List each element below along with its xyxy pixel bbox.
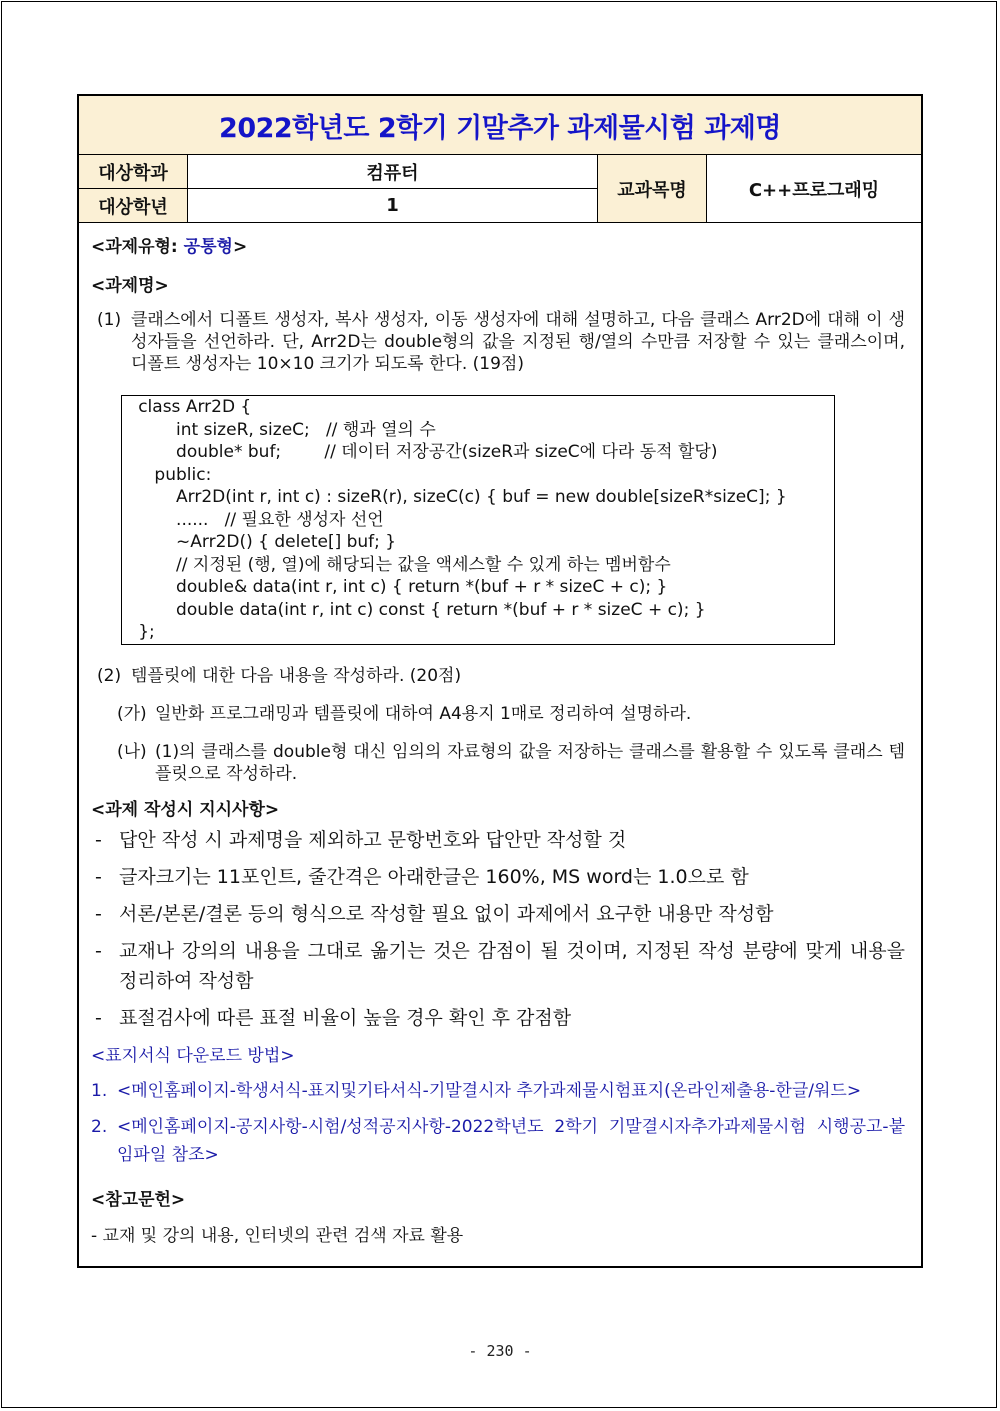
download-text: <메인홈페이지-학생서식-표지및기타서식-기말결시자 추가과제물시험표지(온라인제출용-한글/워드> <box>117 1080 862 1101</box>
question-1-text: 클래스에서 디폴트 생성자, 복사 생성자, 이동 생성자에 대해 설명하고, 다음 클래스 Arr2D에 대해 이 생성자들을 선언하라. 단, Arr2D는 double형의 값을 지정된 행/열의 수만큼 저장할 수 있는 클래스이며, 디폴트 생성자는 10×10 크기가 되도록 한다. (19점) <box>131 310 905 374</box>
info-table <box>79 155 921 223</box>
type-value: 공통형 <box>183 237 233 257</box>
instruction-text: 교재나 강의의 내용을 그대로 옮기는 것은 감점이 될 것이며, 지정된 작성 분량에 맞게 내용을 정리하여 작성함 <box>119 939 905 992</box>
list-item <box>95 936 905 996</box>
code-line: double& data(int r, int c) { return *(buf + r * sizeC + c); } <box>122 577 668 597</box>
question-2-sub-a <box>91 703 905 725</box>
download-text: <메인홈페이지-공지사항-시험/성적공지사항-2022학년도 2학기 기말결시자추가과제물시험 시행공고-붙임파일 참조> <box>117 1116 905 1165</box>
document-title: 2022학년도 2학기 기말추가 과제물시험 과제명 <box>219 112 781 144</box>
code-line: Arr2D(int r, int c) : sizeR(r), sizeC(c) { buf = new double[sizeR*sizeC]; } <box>122 487 787 507</box>
sub-b-number: (나) <box>117 741 147 762</box>
dept-label: 대상학과 <box>79 155 188 189</box>
assignment-document <box>77 94 923 1268</box>
download-heading: <표지서식 다운로드 방법> <box>91 1045 295 1066</box>
dept-value: 컴퓨터 <box>188 155 598 189</box>
page-number: - 230 - <box>468 1342 532 1360</box>
name-heading: <과제명> <box>91 276 169 296</box>
refs-heading: <참고문헌> <box>91 1189 186 1210</box>
instruction-text: 글자크기는 11포인트, 줄간격은 아래한글은 160%, MS word는 1.0으로 함 <box>119 865 749 888</box>
bullet-dash: - <box>95 865 102 888</box>
instructions-list <box>91 825 905 1033</box>
code-line: // 지정된 (행, 열)에 해당되는 값을 액세스할 수 있게 하는 멤버함수 <box>122 554 671 575</box>
question-2-sub-b <box>91 741 905 785</box>
instruction-text: 답안 작성 시 과제명을 제외하고 문항번호와 답안만 작성할 것 <box>119 828 627 851</box>
sub-a-text: 일반화 프로그래밍과 템플릿에 대하여 A4용지 1매로 정리하여 설명하라. <box>155 703 692 724</box>
sub-b-text: (1)의 클래스를 double형 대신 임의의 자료형의 값을 저장하는 클래스를 활용할 수 있도록 클래스 템플릿으로 작성하라. <box>155 741 905 784</box>
instruction-text: 서론/본론/결론 등의 형식으로 작성할 필요 없이 과제에서 요구한 내용만 작성함 <box>119 902 774 925</box>
instructions-heading: <과제 작성시 지시사항> <box>91 799 280 820</box>
type-close: > <box>232 237 248 257</box>
code-line: int sizeR, sizeC; // 행과 열의 수 <box>122 419 436 440</box>
download-item-2[interactable] <box>91 1113 905 1169</box>
bullet-dash: - <box>95 939 102 962</box>
question-2 <box>91 665 905 687</box>
code-block <box>121 395 835 645</box>
code-line: double data(int r, int c) const { return *(buf + r * sizeC + c); } <box>122 599 706 620</box>
subject-value: C++프로그래밍 <box>748 179 880 201</box>
code-line: }; <box>122 622 155 642</box>
year-value: 1 <box>188 189 598 222</box>
code-line: class Arr2D { <box>122 397 252 417</box>
title-bar <box>79 96 921 155</box>
code-line: double* buf; // 데이터 저장공간(sizeR과 sizeC에 다라 동적 할당) <box>122 442 718 462</box>
code-line: ...... // 필요한 생성자 선언 <box>122 509 384 530</box>
download-list <box>91 1077 905 1169</box>
list-item <box>95 825 905 855</box>
list-item <box>95 862 905 892</box>
code-line: ~Arr2D() { delete[] buf; } <box>122 532 397 552</box>
assignment-type <box>91 236 905 258</box>
instruction-text: 표절검사에 따른 표절 비율이 높을 경우 확인 후 감점함 <box>119 1006 572 1029</box>
question-1-number: (1) <box>97 310 122 330</box>
bullet-dash: - <box>95 902 102 925</box>
bullet-dash: - <box>95 1006 102 1029</box>
content-body <box>79 236 921 1247</box>
subject-label: 교과목명 <box>598 155 707 222</box>
list-item <box>95 1003 905 1033</box>
bullet-dash: - <box>95 828 102 851</box>
question-2-number: (2) <box>97 665 122 686</box>
question-1 <box>91 309 905 375</box>
download-number: 1. <box>91 1080 108 1101</box>
list-item <box>95 899 905 929</box>
download-item-1[interactable] <box>91 1077 905 1105</box>
refs-text: - 교재 및 강의 내용, 인터넷의 관련 검색 자료 활용 <box>91 1225 464 1246</box>
download-number: 2. <box>91 1116 108 1137</box>
code-line: public: <box>122 464 212 485</box>
question-2-text: 템플릿에 대한 다음 내용을 작성하라. (20점) <box>131 665 462 686</box>
year-label: 대상학년 <box>79 189 188 222</box>
type-heading: <과제유형: <box>91 237 184 257</box>
sub-a-number: (가) <box>117 703 147 724</box>
